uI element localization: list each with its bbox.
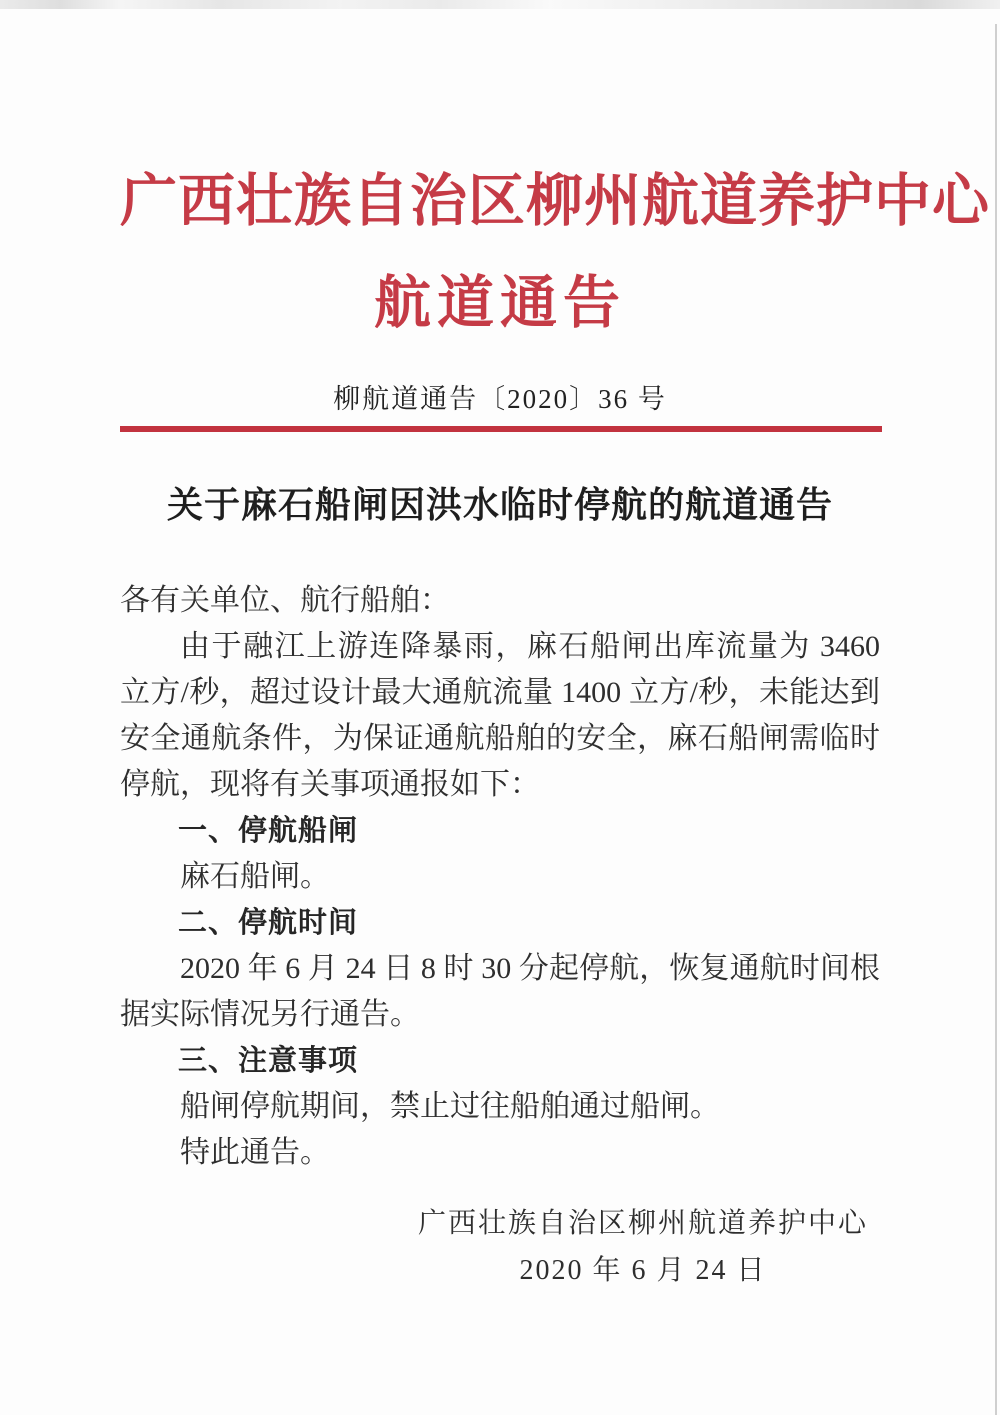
letterhead-doc-type: 航道通告 <box>374 272 626 335</box>
section-1-heading: 一、停航船闸 <box>178 815 359 847</box>
notice-body <box>120 578 880 1176</box>
closing-line: 特此通告。 <box>180 1136 330 1169</box>
salutation: 各有关单位、航行船舶： <box>120 584 450 617</box>
signature-block <box>120 1200 880 1294</box>
letterhead-org-name: 广西壮族自治区柳州航道养护中心 <box>120 170 990 233</box>
document-content <box>120 0 990 1294</box>
section-2-heading: 二、停航时间 <box>178 907 359 939</box>
signature-date: 2020 年 6 月 24 日 <box>519 1255 767 1286</box>
section-1-body: 麻石船闸。 <box>180 860 330 893</box>
doc-number: 柳航道通告〔2020〕36 号 <box>333 384 667 414</box>
section-3-body: 船闸停航期间，禁止过往船舶通过船闸。 <box>180 1090 720 1123</box>
intro-paragraph: 由于融江上游连降暴雨，麻石船闸出库流量为 3460 立方/秒，超过设计最大通航流量 1400 立方/秒，未能达到安全通航条件，为保证通航船舶的安全，麻石船闸需临时停航，现将有关事项通报如下： <box>120 630 880 801</box>
letterhead <box>120 0 990 340</box>
section-3-heading: 三、注意事项 <box>178 1045 359 1077</box>
red-divider-rule <box>120 426 882 432</box>
signature-org: 广西壮族自治区柳州航道养护中心 <box>417 1208 868 1239</box>
section-2-body: 2020 年 6 月 24 日 8 时 30 分起停航，恢复通航时间根据实际情况另行通告。 <box>120 952 880 1031</box>
signature-inner <box>418 1200 868 1294</box>
notice-title: 关于麻石船闸因洪水临时停航的航道通告 <box>166 485 833 525</box>
scan-artifact-right-edge <box>995 24 997 1415</box>
scan-artifact-top-edge <box>0 0 1000 9</box>
